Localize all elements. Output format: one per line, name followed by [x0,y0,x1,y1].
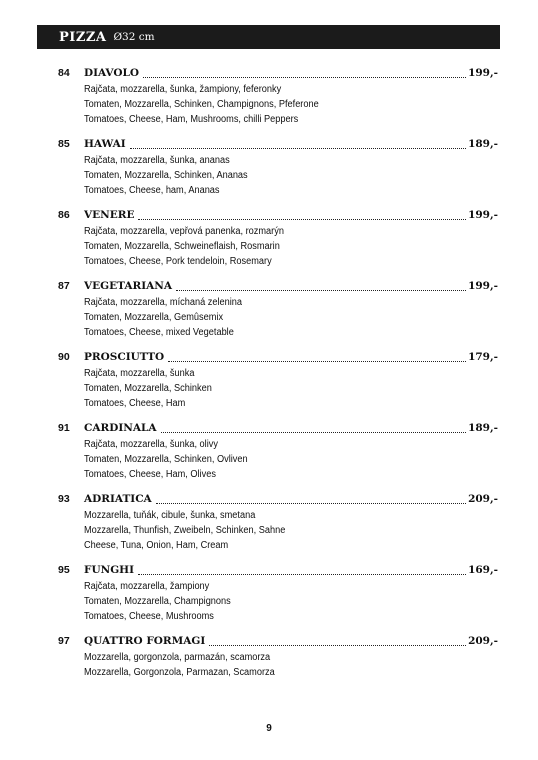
menu-item [0,62,538,133]
item-price: 199,- [468,280,498,292]
item-name: VENERE [84,209,135,221]
item-number: 90 [58,351,70,363]
section-title: PIZZA [59,29,107,45]
section-header [37,25,500,49]
description-en: Tomatoes, Cheese, Ham [84,398,186,409]
description-de: Tomaten, Mozzarella, Schinken, Ovliven [84,454,248,465]
dot-leader [176,290,466,291]
item-price: 209,- [468,635,498,647]
description-en: Tomatoes, Cheese, ham, Ananas [84,185,220,196]
description-en: Cheese, Tuna, Onion, Ham, Cream [84,540,229,551]
description-en: Tomatoes, Cheese, Ham, Olives [84,469,216,480]
item-number: 93 [58,493,70,505]
description-cz: Mozzarella, gorgonzola, parmazán, scamorza [84,652,271,663]
description-cz: Rajčata, mozzarella, šunka [84,368,195,379]
item-price: 179,- [468,351,498,363]
item-name: QUATTRO FORMAGI [84,635,206,647]
description-cz: Rajčata, mozzarella, žampiony [84,581,210,592]
description-de: Mozzarella, Thunfish, Zweibeln, Schinken, Sahne [84,525,286,536]
item-price: 189,- [468,422,498,434]
dot-leader [168,361,466,362]
item-number: 84 [58,67,70,79]
item-number: 87 [58,280,70,292]
menu-item [0,133,538,204]
description-de: Tomaten, Mozzarella, Schinken, Ananas [84,170,248,181]
description-en: Tomatoes, Cheese, mixed Vegetable [84,327,234,338]
item-number: 91 [58,422,70,434]
item-price: 199,- [468,209,498,221]
item-number: 95 [58,564,70,576]
description-en: Tomatoes, Cheese, Ham, Mushrooms, chilli Peppers [84,114,299,125]
item-price: 209,- [468,493,498,505]
description-de: Tomaten, Mozzarella, Champignons [84,596,231,607]
pizza-size: Ø32 cm [113,31,155,43]
menu-item [0,275,538,346]
dot-leader [130,148,466,149]
description-de: Tomaten, Mozzarella, Schinken [84,383,212,394]
dot-leader [138,219,466,220]
item-price: 189,- [468,138,498,150]
description-de: Tomaten, Mozzarella, Schinken, Champignons, Pfeferone [84,99,319,110]
item-name: VEGETARIANA [84,280,173,292]
dot-leader [143,77,466,78]
description-de: Tomaten, Mozzarella, Gemûsemix [84,312,224,323]
description-cz: Rajčata, mozzarella, šunka, olivy [84,439,218,450]
item-price: 199,- [468,67,498,79]
menu-item [0,204,538,275]
menu-item [0,630,538,690]
item-name: CARDINALA [84,422,157,434]
description-cz: Rajčata, mozzarella, šunka, žampiony, feferonky [84,84,282,95]
description-de: Tomaten, Mozzarella, Schweineflaish, Rosmarin [84,241,280,252]
description-cz: Rajčata, mozzarella, šunka, ananas [84,155,230,166]
item-number: 86 [58,209,70,221]
menu-item [0,346,538,417]
description-cz: Mozzarella, tuňák, cibule, šunka, smetana [84,510,256,521]
dot-leader [156,503,466,504]
page-number: 9 [266,723,272,734]
description-de: Mozzarella, Gorgonzola, Parmazan, Scamorza [84,667,275,678]
item-name: ADRIATICA [84,493,152,505]
menu-item [0,417,538,488]
menu-item [0,488,538,559]
menu-item [0,559,538,630]
item-name: DIAVOLO [84,67,140,79]
dot-leader [161,432,467,433]
menu-list [0,62,538,690]
description-cz: Rajčata, mozzarella, vepřová panenka, rozmarýn [84,226,284,237]
item-name: FUNGHI [84,564,135,576]
item-price: 169,- [468,564,498,576]
item-name: HAWAI [84,138,126,150]
item-number: 85 [58,138,70,150]
description-cz: Rajčata, mozzarella, míchaná zelenina [84,297,243,308]
description-en: Tomatoes, Cheese, Pork tendeloin, Rosemary [84,256,272,267]
item-name: PROSCIUTTO [84,351,165,363]
item-number: 97 [58,635,70,647]
dot-leader [138,574,466,575]
description-en: Tomatoes, Cheese, Mushrooms [84,611,214,622]
dot-leader [209,645,466,646]
